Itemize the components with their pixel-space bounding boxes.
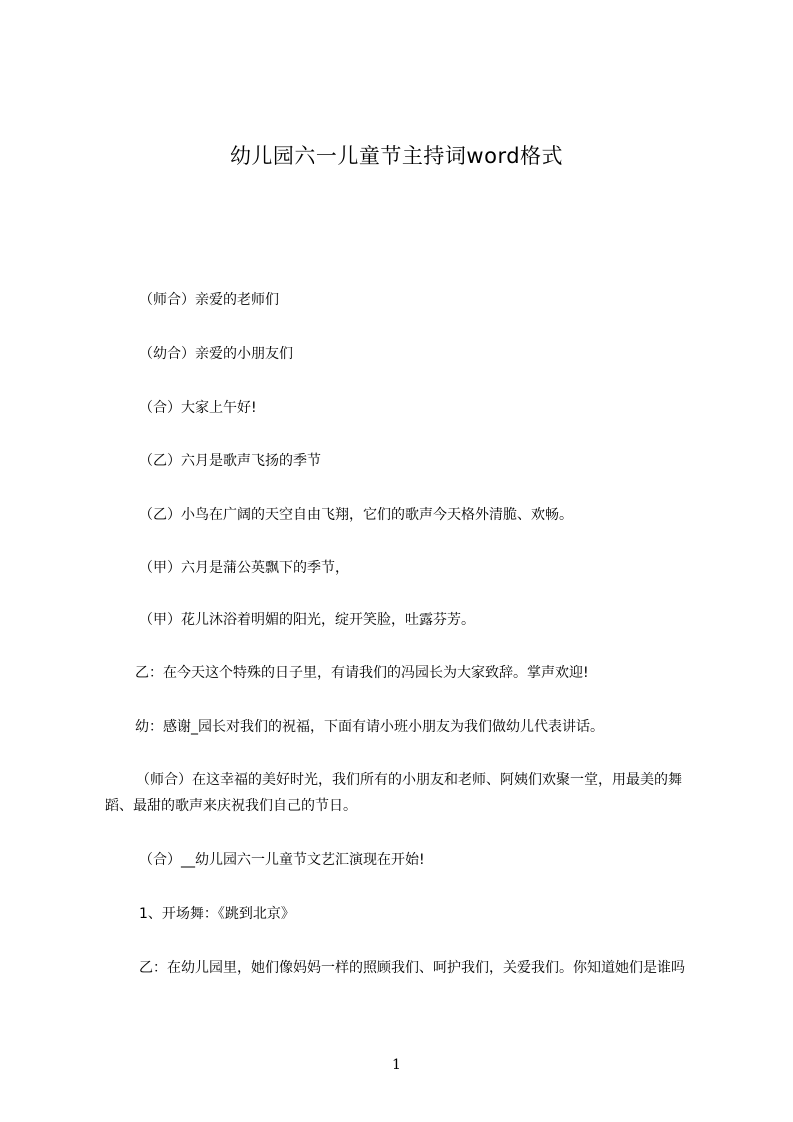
paragraph: （甲）花儿沐浴着明媚的阳光，绽开笑脸，吐露芬芳。: [139, 612, 475, 628]
paragraph: （师合）亲爱的老师们: [139, 292, 279, 308]
paragraph: （合）大家上午好!: [139, 400, 257, 416]
paragraph: 1、开场舞：《跳到北京》: [139, 906, 295, 922]
paragraph: （甲）六月是蒲公英飘下的季节，: [139, 560, 349, 576]
paragraph: （乙）小鸟在广阔的天空自由飞翔，它们的歌声今天格外清脆、欢畅。: [139, 507, 573, 523]
paragraph: （合）__幼儿园六一儿童节文艺汇演现在开始!: [139, 852, 425, 868]
paragraph: （幼合）亲爱的小朋友们: [139, 346, 293, 362]
document-title: 幼儿园六一儿童节主持词word格式: [229, 144, 564, 168]
paragraph: 乙：在幼儿园里，她们像妈妈一样的照顾我们、呵护我们，关爱我们。你知道她们是谁吗: [139, 960, 685, 976]
paragraph: （乙）六月是歌声飞扬的季节: [139, 453, 321, 469]
paragraph: （师合）在这幸福的美好时光，我们所有的小朋友和老师、阿姨们欢聚一堂，用最美的舞蹈、最甜的歌声来庆祝我们自己的节日。: [105, 772, 682, 814]
page-number: 1: [392, 1057, 401, 1073]
paragraph: 幼：感谢_园长对我们的祝福，下面有请小班小朋友为我们做幼儿代表讲话。: [135, 719, 604, 735]
paragraph: 乙：在今天这个特殊的日子里，有请我们的冯园长为大家致辞。掌声欢迎!: [135, 665, 589, 681]
